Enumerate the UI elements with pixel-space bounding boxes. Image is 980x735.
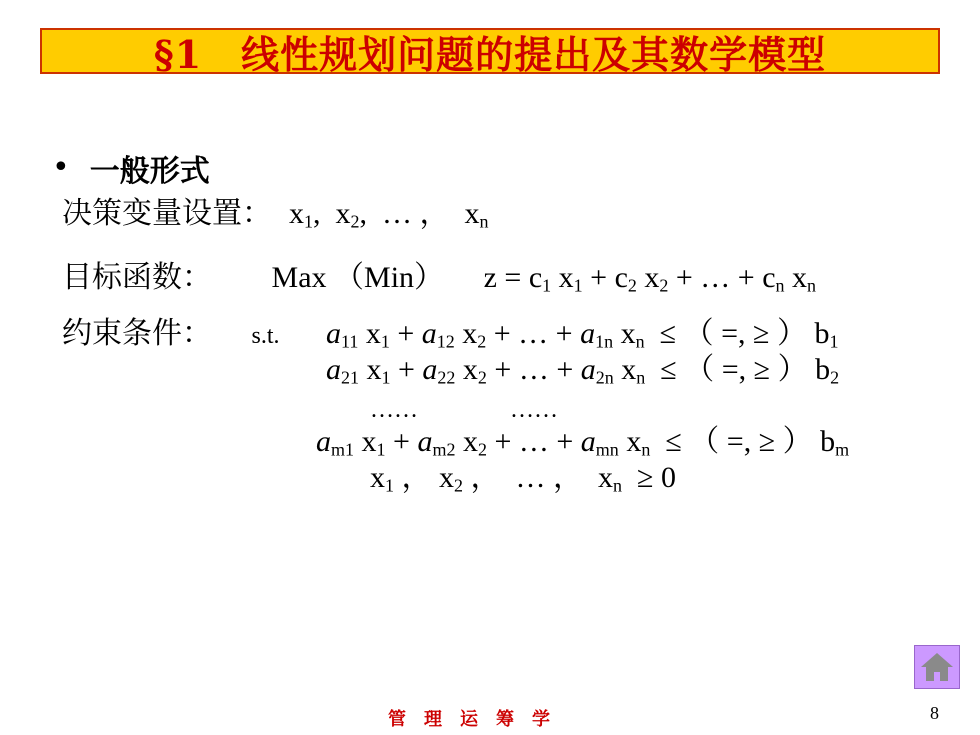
objective-maxmin: Max （Min）: [271, 261, 445, 294]
objective-line: [62, 260, 816, 297]
bullet-general-form: [52, 146, 210, 190]
relation-1: ≤ （ =, ≥ ）: [659, 317, 807, 350]
home-icon: [919, 650, 955, 684]
nonnegativity-row: $x_1$ ， $x_2$ ， … ， $x_n \ge 0$: [370, 461, 676, 496]
bullet-icon: •: [52, 150, 70, 185]
ellipsis-row: [370, 396, 558, 425]
ellipsis-right: ……: [510, 397, 558, 423]
footer-course-name: 管理运筹学: [388, 709, 568, 730]
decision-label: 决策变量设置：: [62, 196, 272, 231]
nonneg: ≥ 0: [637, 461, 676, 494]
constraint-row-m: $a_{m1}$ $x_1 + a_{m2}$ $x_2$ + … + $a_{mn}$ $x_n$ ≤ （ =, ≥ ） $b_m$: [316, 425, 850, 460]
constraints-label: 约束条件：: [62, 316, 212, 351]
objective-label: 目标函数：: [62, 260, 212, 295]
relation-2: ≤ （ =, ≥ ）: [660, 353, 808, 386]
page-number: 8: [930, 703, 939, 723]
constraint-row-1: $a_{11}$ $x_1 + a_{12}$ $x_2$ + … + $a_{1n}$ $x_n$ ≤ （ =, ≥ ） $b_1$: [326, 317, 839, 352]
decision-vars: $x_1$, $x_2$, … ， $x_n$: [281, 197, 489, 232]
slide-title: §1 线性规划问题的提出及其数学模型: [153, 31, 827, 77]
title-bar: [40, 28, 940, 77]
bullet-label: 一般形式: [89, 154, 210, 189]
decision-variables-line: [62, 196, 489, 233]
objective-formula: $z = c_1$ $x_1 + c_2$ $x_2$ + … + $c_n$ $x_n$: [483, 261, 817, 296]
st-label: s.t.: [251, 323, 280, 349]
constraint-row-2: $a_{21}$ $x_1 + a_{22}$ $x_2$ + … + $a_{2n}$ $x_n$ ≤ （ =, ≥ ） $b_2$: [326, 353, 840, 388]
home-button[interactable]: [914, 645, 960, 689]
relation-m: ≤ （ =, ≥ ）: [665, 425, 813, 458]
ellipsis-left: ……: [370, 397, 418, 423]
constraints-label-line: [62, 316, 280, 352]
